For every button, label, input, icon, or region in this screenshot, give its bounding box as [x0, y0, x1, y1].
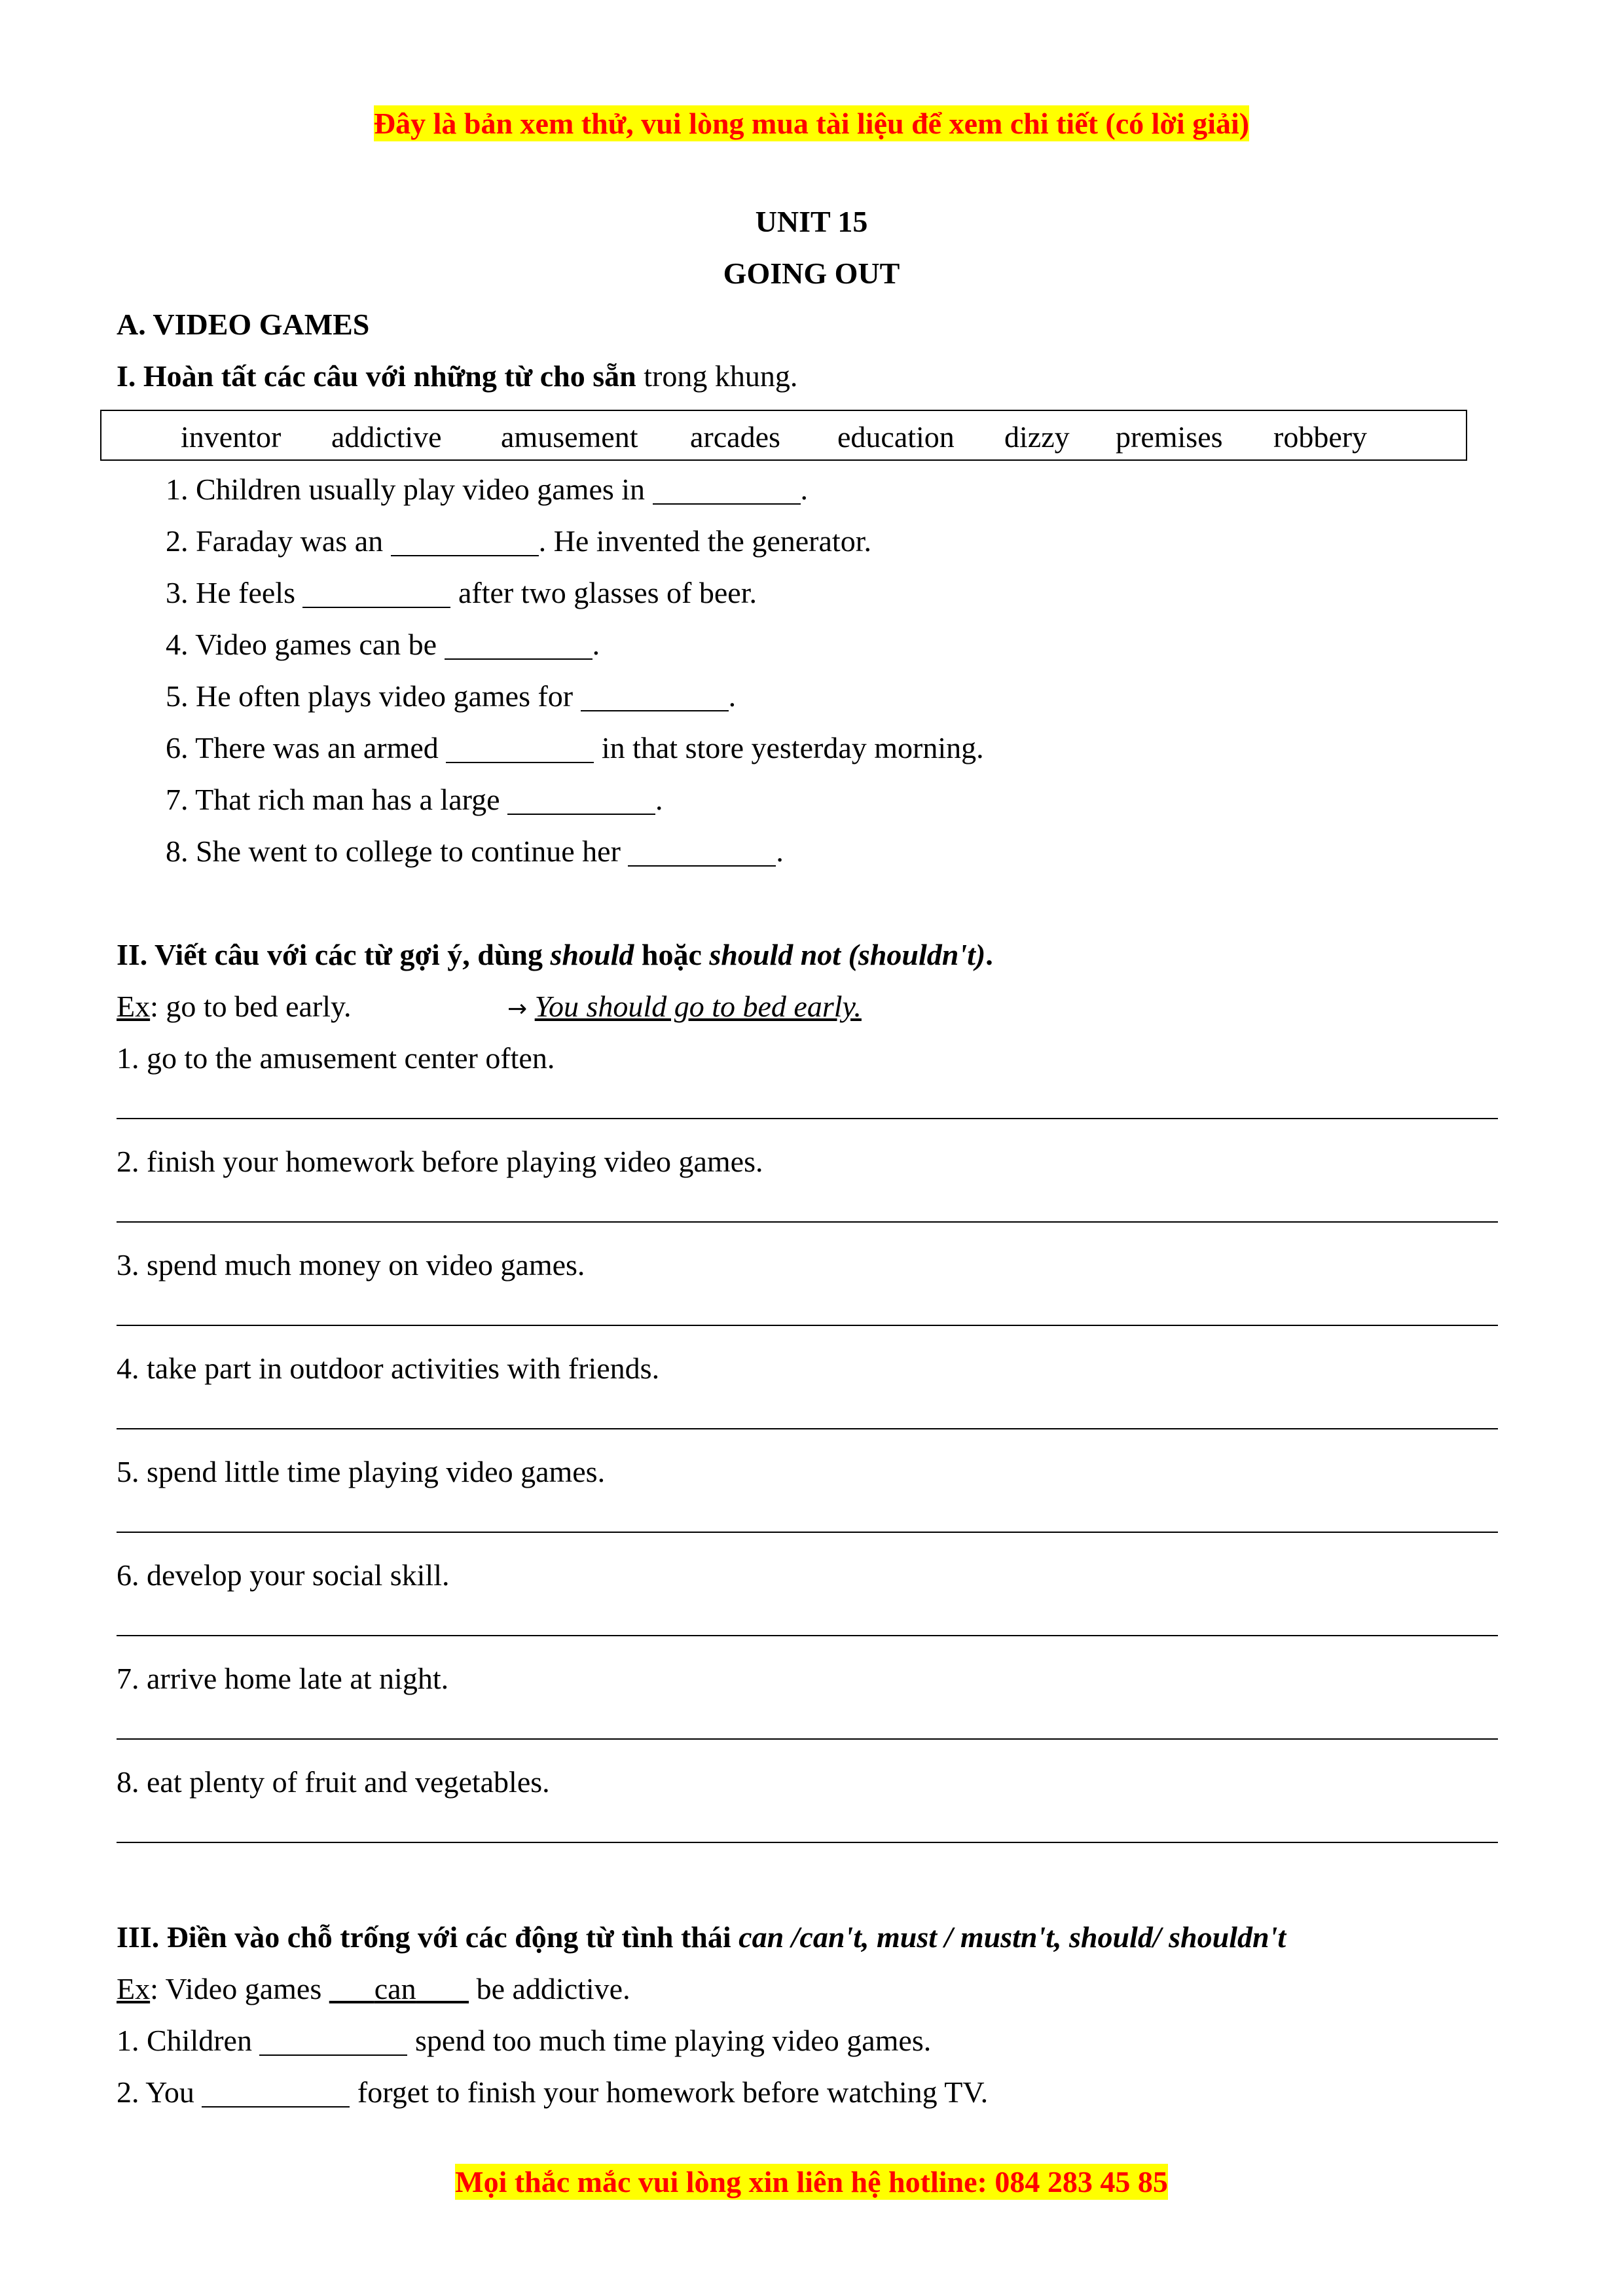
- item-text: 2. Faraday was an: [166, 524, 391, 558]
- item-text: 2. You: [117, 2075, 202, 2109]
- part2-item: 7. arrive home late at night.: [117, 1662, 449, 1695]
- fill-blank[interactable]: [445, 632, 593, 660]
- part3-item: [117, 2026, 931, 2056]
- part3-item: [117, 2077, 988, 2108]
- answer-line[interactable]: [117, 1118, 1498, 1119]
- word-bank-item: dizzy: [1004, 420, 1070, 454]
- part2-item: 5. spend little time playing video games.: [117, 1455, 606, 1488]
- item-text: spend too much time playing video games.: [407, 2024, 932, 2057]
- item-text: 5. He often plays video games for: [166, 679, 581, 713]
- item-text: forget to finish your homework before watching TV.: [350, 2075, 989, 2109]
- answer-line[interactable]: [117, 1532, 1498, 1533]
- section-a-heading: A. VIDEO GAMES: [117, 308, 370, 341]
- part2-item: 4. take part in outdoor activities with friends.: [117, 1352, 660, 1385]
- answer-line[interactable]: [117, 1428, 1498, 1429]
- part2-item: 1. go to the amusement center often.: [117, 1041, 555, 1075]
- header-banner: [0, 109, 1623, 139]
- word-box: [100, 410, 1467, 461]
- answer-line[interactable]: [117, 1325, 1498, 1326]
- item-text: .: [776, 834, 784, 868]
- example-answer: [329, 1972, 469, 2005]
- item-text: .: [800, 473, 809, 506]
- part3-heading: [117, 1922, 1286, 1952]
- item-text: .: [592, 628, 600, 661]
- fill-blank[interactable]: [581, 684, 729, 711]
- part2-example-answer: [507, 992, 862, 1022]
- answer-line[interactable]: [117, 1635, 1498, 1636]
- example-rest: be addictive.: [469, 1972, 630, 2005]
- part1-item: [166, 475, 808, 505]
- item-text: . He invented the generator.: [538, 524, 871, 558]
- item-text: 1. Children usually play video games in: [166, 473, 653, 506]
- fill-blank[interactable]: [302, 581, 450, 608]
- word-bank-item: education: [837, 420, 955, 454]
- part2-heading-end: .: [985, 938, 993, 971]
- footer-banner: [0, 2167, 1623, 2197]
- item-text: 7. That rich man has a large: [166, 783, 508, 816]
- item-text: 4. Video games can be: [166, 628, 445, 661]
- part2-heading: [117, 940, 993, 970]
- item-text: 3. He feels: [166, 576, 303, 609]
- part3-heading-text: III. Điền vào chỗ trống với các động từ tình thái: [117, 1920, 739, 1954]
- example-prompt: : go to bed early.: [150, 990, 352, 1023]
- arrow-icon: →: [507, 996, 528, 1022]
- word-bank-item: premises: [1116, 420, 1223, 454]
- item-text: 1. Children: [117, 2024, 260, 2057]
- part2-item: 8. eat plenty of fruit and vegetables.: [117, 1765, 550, 1799]
- example-label: Ex: [117, 1972, 151, 2005]
- part1-item: [166, 836, 784, 867]
- fill-blank[interactable]: [653, 477, 801, 505]
- part1-item: [166, 733, 984, 763]
- part2-item: 3. spend much money on video games.: [117, 1248, 585, 1282]
- answer-line[interactable]: [117, 1221, 1498, 1223]
- word-bank-item: addictive: [331, 420, 442, 454]
- part1-item: [166, 578, 757, 608]
- item-text: 6. There was an armed: [166, 731, 447, 764]
- fill-blank[interactable]: [507, 787, 655, 815]
- fill-blank[interactable]: [446, 736, 594, 763]
- example-answer-word: can: [374, 1972, 416, 2005]
- part1-item: [166, 681, 736, 711]
- part2-heading-or: hoặc: [634, 938, 710, 971]
- part1-heading: [117, 361, 797, 391]
- example-answer: You should go to bed early.: [534, 990, 862, 1023]
- part3-example: [117, 1974, 630, 2004]
- fill-blank[interactable]: [202, 2080, 350, 2108]
- part2-item: 2. finish your homework before playing video games.: [117, 1145, 763, 1178]
- part1-item: [166, 785, 663, 815]
- unit-number: UNIT 15: [755, 205, 868, 238]
- word-bank-item: amusement: [501, 420, 638, 454]
- part3-heading-modals: can /can't, must / mustn't, should/ shouldn't: [739, 1920, 1286, 1954]
- part1-heading-bold: I. Hoàn tất các câu với những từ cho sẵn: [117, 359, 636, 393]
- word-bank-item: robbery: [1273, 420, 1368, 454]
- header-banner-text: Đây là bản xem thử, vui lòng mua tài liệu để xem chi tiết (có lời giải): [373, 107, 1250, 140]
- fill-blank[interactable]: [391, 529, 539, 556]
- fill-blank[interactable]: [259, 2028, 407, 2056]
- part1-item: [166, 526, 871, 556]
- part2-heading-text: II. Viết câu với các từ gợi ý, dùng: [117, 938, 551, 971]
- part1-item: [166, 630, 600, 660]
- item-text: 8. She went to college to continue her: [166, 834, 629, 868]
- item-text: after two glasses of beer.: [450, 576, 757, 609]
- answer-line[interactable]: [117, 1842, 1498, 1843]
- part1-heading-rest: trong khung.: [636, 359, 798, 393]
- part2-example: [117, 992, 352, 1022]
- unit-title: GOING OUT: [723, 257, 900, 290]
- part2-heading-should: should: [550, 938, 634, 971]
- item-text: .: [728, 679, 737, 713]
- item-text: in that store yesterday morning.: [594, 731, 984, 764]
- part2-item: 6. develop your social skill.: [117, 1558, 450, 1592]
- item-text: .: [655, 783, 663, 816]
- fill-blank[interactable]: [628, 839, 776, 867]
- part2-heading-shouldnot: should not (shouldn't): [709, 938, 986, 971]
- footer-banner-text: Mọi thắc mắc vui lòng xin liên hệ hotline: 084 283 45 85: [455, 2165, 1168, 2198]
- word-bank-item: arcades: [690, 420, 780, 454]
- example-prompt: : Video games: [150, 1972, 329, 2005]
- answer-line[interactable]: [117, 1738, 1498, 1740]
- word-bank-item: inventor: [181, 420, 282, 454]
- example-label: Ex: [117, 990, 151, 1023]
